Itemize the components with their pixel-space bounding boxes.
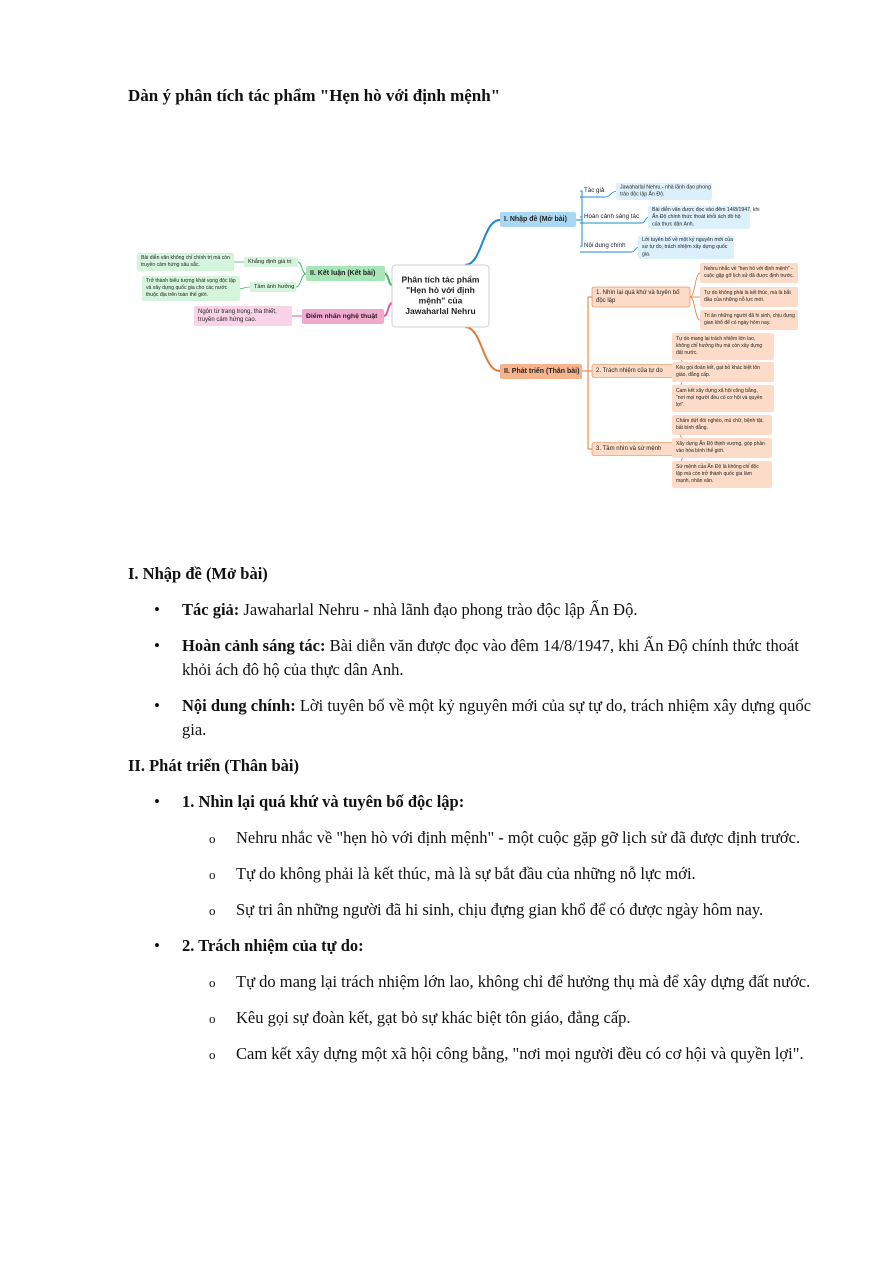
connector-b1-item [576,191,582,220]
outline [128,562,818,1066]
list-item-group-2 [128,934,818,1066]
sub-list-item: o Tự do mang lại trách nhiệm lớn lao, không chỉ để hưởng thụ mà để xây dựng đất nước. [182,970,818,994]
branch-body-note [700,287,798,307]
branch-conclusion-item [250,282,296,292]
branch-intro-note-text: Bài diễn văn được đọc vào đêm 14/8/1947, khi [652,206,760,213]
branch-body-item-text: 2. Trách nhiệm của tự do [596,368,663,374]
body-list [128,790,818,1066]
branch-body-note-text: Nehru nhắc về "hẹn hò với định mệnh" - [704,266,793,272]
list-item-group-1 [128,790,818,922]
list-item-content [128,694,818,742]
connector-b2-note [690,297,700,320]
connector-b1 [465,220,500,265]
branch-body-note-text: gian khổ để có ngày hôm nay. [704,320,771,326]
branch-body-note [700,310,798,330]
connector-b3-item [298,262,306,274]
branch-body-item [592,287,690,307]
branch-conclusion-item [244,257,298,267]
list-item-context [128,634,818,682]
branch-intro-note [616,183,712,200]
branch-body-note [672,385,774,412]
branch-intro-item [580,185,605,197]
branch-body-item-text: độc lập [596,298,616,304]
branch-body-note-text: Tri ân những người đã hi sinh, chịu đựng [704,313,795,319]
branch-intro-item [580,240,632,252]
branch-conclusion-note-text: thuộc địa trên toàn thế giới. [146,292,208,299]
branch-intro-note [638,236,734,259]
sub-list-item: o Kêu gọi sự đoàn kết, gạt bỏ sự khác biệt tôn giáo, đẳng cấp. [182,1006,818,1030]
connector-b3 [385,274,392,285]
list-item-author [128,598,818,622]
mind-map [0,170,892,500]
branch-body-item-text: 1. Nhìn lại quá khứ và tuyên bố [596,290,680,296]
branch-body-note-text: vào hòa bình thế giới. [676,448,725,454]
connector-b1-note [605,192,616,198]
branch-conclusion-note [142,276,240,301]
branch-conclusion-note-text: Trở thành biểu tượng khát vọng độc lập [146,277,236,284]
branch-body-note-text: cuộc gặp gỡ lịch sử đã được định trước. [704,273,794,279]
connector-b4 [384,303,392,316]
branch-conclusion-note-text: Bài diễn văn không chỉ chính trị mà còn [141,255,230,261]
document-title: Dàn ý phân tích tác phẩm "Hẹn hò với định mệnh" [128,86,501,105]
branch-intro-note-text: của thực dân Anh. [652,221,695,228]
branch-body-note [672,333,774,360]
branch-intro-note-text: Jawaharlal Nehru - nhà lãnh đạo phong [620,184,711,191]
branch-body-note-text: Chấm dứt đói nghèo, mù chữ, bệnh tật, [676,418,764,424]
branch-art-text: Điểm nhấn nghệ thuật [306,312,378,320]
branch-conclusion-note-text: và xây dựng quốc gia cho các nước [146,285,228,292]
sub-list [182,826,818,922]
branch-body-text: II. Phát triển (Thân bài) [504,368,580,375]
branch-intro-note-text: Lời tuyên bố về một kỷ nguyên mới của [642,236,734,243]
connector-b1-note [632,248,638,253]
item-label: Nội dung chính: [182,696,296,715]
branch-body-note-text: lập mà còn trở thành quốc gia làm [676,471,752,477]
branch-intro-note-text: sự tự do, trách nhiệm xây dựng quốc [642,244,728,251]
branch-conclusion-note [137,253,234,271]
branch-body-note-text: Xây dựng Ấn Độ thịnh vượng, góp phần [676,441,765,447]
branch-intro-item [580,211,642,223]
item-label: Hoàn cảnh sáng tác: [182,636,326,655]
mind-map-center-text: mệnh" của [418,295,463,306]
branch-intro-note-text: trào độc lập Ấn Độ. [620,191,665,198]
mind-map-connectors [234,191,700,475]
branch-art [302,309,384,324]
branch-body-note [672,438,772,458]
branch-body-note-text: giáo, đẳng cấp. [676,372,711,378]
branch-body-note-text: Tự do mang lại trách nhiệm lớn lao, [676,336,756,342]
branch-body-note-text: Kêu gọi đoàn kết, gạt bỏ khác biệt tôn [676,365,760,371]
branch-intro-item-text: Hoàn cảnh sáng tác [584,213,640,221]
branch-body-item-text: 3. Tầm nhìn và sứ mệnh [596,446,662,452]
mind-map-center-text: Phân tích tác phẩm [401,274,480,285]
intro-list [128,598,818,742]
sub-list-item: o Cam kết xây dựng một xã hội công bằng, "nơi mọi người đều có cơ hội và quyền lợi". [182,1042,818,1066]
connector-b2-item [582,297,592,371]
branch-body-note [700,263,798,283]
connector-b3-note [240,287,250,289]
branch-conclusion-text: II. Kết luận (Kết bài) [310,270,376,277]
mind-map-center [392,265,489,327]
sub-list [182,970,818,1066]
branch-art-note [194,306,292,326]
mind-map-center-text: "Hẹn hò với định [406,285,475,295]
branch-conclusion-item-text: Tầm ảnh hưởng [254,283,295,290]
branch-art-note-text: truyền cảm hứng cao. [198,317,257,323]
branch-body-note-text: đất nước. [676,350,698,356]
branch-body-note-text: "nơi mọi người đều có cơ hội và quyền [676,395,763,401]
branch-body-note [672,415,772,435]
group-label: 1. Nhìn lại quá khứ và tuyên bố độc lập: [182,792,465,811]
connector-b1-note [642,218,648,224]
branch-art-note-text: Ngôn từ trang trọng, tha thiết, [198,309,277,315]
branch-body-note-text: Cam kết xây dựng xã hội công bằng, [676,388,758,394]
mind-map-center-text: Jawaharlal Nehru [405,306,476,316]
branch-conclusion [306,266,385,281]
connector-b2-note [690,273,700,297]
connector-b1-item [576,220,582,246]
sub-list-item: o Tự do không phải là kết thúc, mà là sự bắt đầu của những nỗ lực mới. [182,862,818,886]
item-label: Tác giả: [182,600,240,619]
branch-body-note-text: mạnh, nhân văn. [676,478,714,484]
branch-body-note-text: Sứ mệnh của Ấn Độ là không chỉ độc [676,464,759,470]
branch-intro-item-text: Nội dung chính [584,242,626,250]
connector-b3-item [296,274,306,287]
branch-body-note-text: bất bình đẳng. [676,425,708,431]
branch-intro-item-text: Tác giả [584,187,605,195]
branch-body [500,364,582,379]
item-text: Bài diễn văn được đọc vào đêm 14/8/1947, khi Ấn Độ chính thức thoát khỏi ách đô hộ của thực dân Anh. [182,636,799,679]
item-text: Jawaharlal Nehru - nhà lãnh đạo phong trào độc lập Ấn Độ. [239,600,638,619]
branch-intro-text: I. Nhập đề (Mở bài) [504,216,567,223]
branch-body-note [672,362,774,382]
sub-list-item: o Sự tri ân những người đã hi sinh, chịu đựng gian khổ để có được ngày hôm nay. [182,898,818,922]
branch-body-note-text: không chỉ hưởng thụ mà còn xây dựng [676,343,763,349]
connector-b2-item [582,371,592,449]
mind-map-nodes [137,183,798,488]
connector-b2 [465,327,500,371]
branch-intro [500,212,576,227]
branch-conclusion-note-text: truyền cảm hứng sâu sắc. [141,262,200,269]
branch-body-note-text: Tự do không phải là kết thúc, mà là bắt [704,290,791,296]
group-label: 2. Trách nhiệm của tự do: [182,936,364,955]
branch-intro-note-text: gia. [642,251,651,258]
section-heading-body: II. Phát triển (Thân bài) [128,756,299,775]
branch-body-note-text: đầu của những nỗ lực mới. [704,297,765,303]
branch-intro-note [648,206,760,229]
branch-intro-note-text: Ấn Độ chính thức thoát khỏi ách đô hộ [652,214,741,221]
branch-body-note-text: lợi". [676,402,685,408]
branch-body-note [672,461,772,488]
item-text: Lời tuyên bố về một kỷ nguyên mới của sự tự do, trách nhiệm xây dựng quốc gia. [182,696,812,739]
sub-list-item: o Nehru nhắc về "hẹn hò với định mệnh" - một cuộc gặp gỡ lịch sử đã được định trước. [182,826,818,850]
section-heading-intro: I. Nhập đề (Mở bài) [128,564,268,583]
branch-conclusion-item-text: Khẳng định giá trị [248,258,292,265]
